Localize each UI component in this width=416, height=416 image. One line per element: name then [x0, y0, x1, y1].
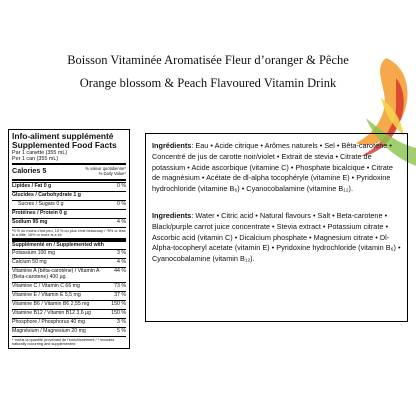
product-title-en: Orange blossom & Peach Flavoured Vitamin Drink [79, 76, 337, 90]
supplement-dv: 150 % [111, 300, 126, 307]
calories-row [12, 166, 126, 178]
nutrient-row [12, 182, 126, 191]
nutrient-label: Sodium 95 mg [12, 218, 48, 225]
nutrient-label: Sucres / Sugars 0 g [18, 200, 64, 207]
nutrient-row [12, 218, 126, 227]
supplement-label: Vitamine C / Vitamin C 66 mg [12, 282, 80, 289]
dv-header-en: % Daily Value* [98, 170, 126, 176]
supplement-label: Potassium 100 mg [12, 249, 55, 256]
nutrient-rows [12, 182, 126, 227]
calories-label: Calories [12, 166, 41, 176]
nutrient-dv [110, 193, 126, 199]
nutrient-dv: 0 % [117, 200, 126, 207]
supplement-row [12, 267, 126, 282]
ingredients-en-label: Ingredients [152, 210, 192, 220]
nutrient-row [12, 209, 126, 218]
nutrient-row [12, 200, 126, 209]
supplement-row [12, 249, 126, 258]
supplement-row [12, 300, 126, 309]
supplement-row [12, 318, 126, 327]
serving-size-en: Per 1 can (355 mL) [12, 155, 59, 162]
supplement-row [12, 291, 126, 300]
nutrition-heading-en: Supplemented Food Facts [12, 139, 117, 150]
nutrition-facts-panel [8, 129, 130, 349]
supplemented-heading: Supplémenté en / Supplemented with [12, 241, 104, 248]
supplement-dv: 44 % [114, 267, 126, 274]
supplement-dv: 150 % [111, 309, 126, 316]
nutrient-label: Glucides / Carbohydrate 1 g [12, 191, 81, 198]
ingredients-en [152, 211, 401, 265]
ingredients-fr [152, 141, 401, 195]
supplement-row [12, 309, 126, 318]
divider [12, 179, 126, 181]
supplement-label: Vitamine B6 / Vitamin B6 2,55 mg [12, 300, 90, 307]
supplement-dv: 37 % [114, 291, 126, 298]
serving-size-fr: Par 1 canette (355 mL) [12, 149, 68, 156]
calories-value: 5 [42, 166, 47, 176]
nutrient-label: Protéines / Protein 0 g [12, 209, 67, 216]
supplement-dv: 73 % [114, 282, 126, 289]
nutrient-row [12, 191, 126, 200]
supplement-dv: 3 % [117, 318, 126, 325]
supplement-row [12, 258, 126, 267]
dv-note: *5 % ou moins c'est peu, 15 % ou plus c'est beaucoup / *5% or less is a little, 15% or more is a lot [12, 228, 126, 237]
ingredients-en-text: : Water • Citric acid • Natural flavours • Salt • Beta-carotene • Black/purple carrot juice concentrate • Stevia extract • Potassium citrate • Ascorbic acid (vitamin C) • Dicalcium phosphate • Magnesium citrate • Dl-Alpha-tocopheryl acetate (vitamin E) • Pyridoxine hydrochloride (vitamin B₆) • Cyanocobalamine (vitamin B₁₂). [152, 210, 401, 264]
product-title-fr: Boisson Vitaminée Aromatisée Fleur d’oranger & Pêche [67, 53, 349, 67]
supplement-label: Calcium 50 mg [12, 258, 47, 265]
supplement-label: Vitamine E / Vitamin E 5,5 mg [12, 291, 81, 298]
divider [12, 163, 126, 165]
nutrition-heading-fr: Info-aliment supplémenté [12, 131, 114, 141]
ingredients-fr-text: : Eau • Acide citrique • Arômes naturels • Sel • Bêta-carotène • Concentré de jus de carotte noir/violet • Extrait de stevia • Citrate de potassium • Acide ascorbique (vitamine C) • Phosphate bicalcique • Citrate de magnésium • Acétate de dl-alpha tocophéryle (vitamine E) • Pyridoxine hydrochloride (vitamine B₆) • Cyanocobalamine (vitamine B₁₂). [152, 141, 393, 194]
nutrient-dv: 4 % [117, 218, 126, 225]
ingredients-fr-label: Ingrédients [152, 141, 192, 150]
nutrient-label: Lipides / Fat 0 g [12, 182, 52, 189]
supplement-label: Vitamine A (bêta-carotène) / Vitamin A (Beta-carotene) 400 µg [12, 267, 100, 280]
supplement-dv: 5 % [117, 327, 126, 334]
nutrient-dv: 0 % [117, 182, 126, 189]
supplement-dv: 3 % [117, 249, 126, 256]
supplement-label: Magnésium / Magnesium 20 mg [12, 327, 86, 334]
dv-header-fr: % valeur quotidienne* [85, 166, 126, 172]
supplement-row [12, 282, 126, 291]
ingredients-panel [145, 133, 408, 322]
nutrient-dv [110, 211, 126, 217]
supplement-row [12, 327, 126, 336]
supplement-rows [12, 249, 126, 336]
supplement-dv: 4 % [117, 258, 126, 265]
footnote: * Inclus la quantité provenant de l'enrichissement / * Includes naturally occurring and supplemented [12, 336, 126, 346]
supplement-label: Phosphore / Phosphorus 40 mg [12, 318, 85, 325]
supplement-label: Vitamine B12 / Vitamin B12 3,6 µg [12, 309, 91, 316]
